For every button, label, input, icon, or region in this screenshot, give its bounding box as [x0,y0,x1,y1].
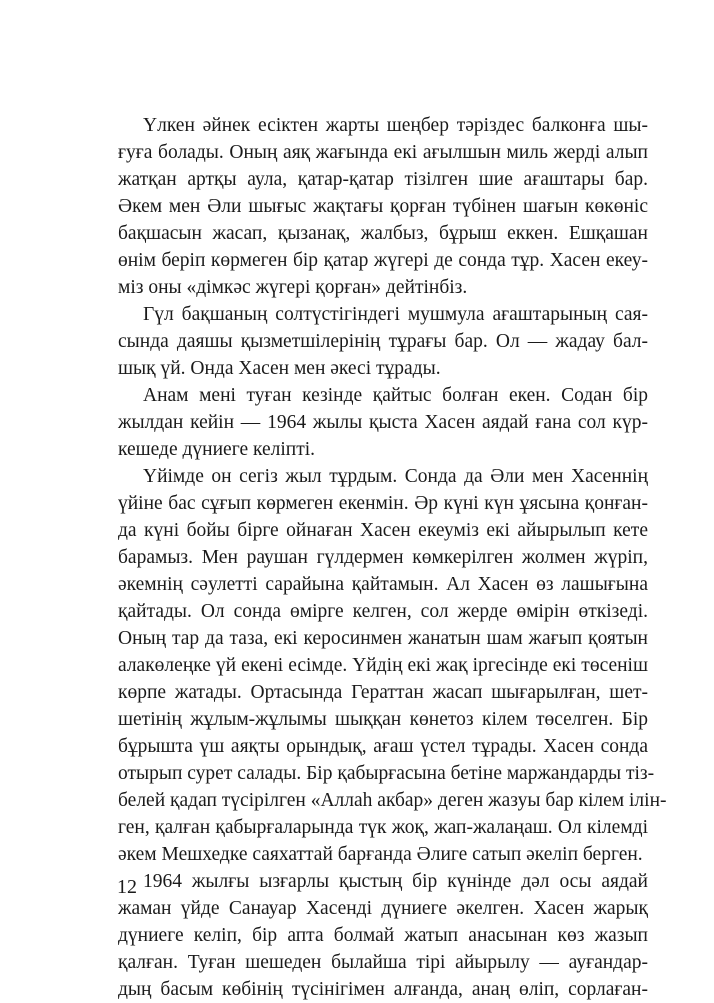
text-line: Анам мені туған кезінде қайтыс болған екен. Содан бір [143,385,648,406]
text-line: жылдан кейін — 1964 жылы қыста Хасен аядай ғана сол күр- [118,412,648,433]
text-line: ғуға болады. Оның аяқ жағында екі ағылшын миль жерді алып [118,142,648,163]
text-line: сында даяшы қызметшілерінің тұрағы бар. Ол — жадау бал- [118,331,648,352]
paragraph [118,868,648,1003]
paragraph [118,112,648,301]
paragraph [118,301,648,382]
text-line: жатқан артқы аула, қатар-қатар тізілген шие ағаштары бар. [118,169,648,190]
text-line: барамыз. Мен раушан гүлдермен көмкерілген жолмен жүріп, [118,547,648,568]
text-line: Гүл бақшаның солтүстігіндегі мушмула ағаштарының сая- [143,304,648,325]
text-line: әкем Мешхедке саяхаттай барғанда Әлиге сатып әкеліп берген. [118,844,643,865]
text-line: шетінің жұлым-жұлымы шыққан көнетоз кілем төселген. Бір [118,709,648,730]
text-line: үйіне бас сұғып көрмеген екенмін. Әр күні күн ұясына қонған- [118,493,648,514]
page-number: 12 [117,876,137,898]
text-line: Үйімде он сегіз жыл тұрдым. Сонда да Әли мен Хасеннің [143,466,648,487]
text-line: белей қадап түсірілген «Аллаһ акбар» деген жазуы бар кілем ілін- [118,790,667,811]
paragraph [118,463,667,868]
text-line: міз оны «дімкәс жүгері қорған» дейтінбіз. [118,277,468,298]
paragraph [118,382,648,463]
book-page-text [118,112,667,1003]
text-line: дың басым көбінің түсінігімен алғанда, анаң өліп, сорлаған- [118,979,648,1000]
text-line: дүниеге келіп, бір апта болмай жатып анасынан көз жазып [118,925,648,946]
text-line: қалған. Туған шешеден былайша тірі айырылу — ауғандар- [118,952,648,973]
text-line: шық үй. Онда Хасен мен әкесі тұрады. [118,358,441,379]
text-line: Үлкен әйнек есіктен жарты шеңбер тәріздес балконға шы- [143,115,648,136]
text-line: Оның тар да таза, екі керосинмен жанатын шам жағып қоятын [118,628,648,649]
text-line: өнім беріп көрмеген бір қатар жүгері де сонда тұр. Хасен екеу- [118,250,648,271]
text-line: қайтады. Ол сонда өмірге келген, сол жерде өмірін өткізеді. [118,601,648,622]
text-line: отырып сурет салады. Бір қабырғасына бетіне маржандарды тіз- [118,763,655,784]
text-line: ген, қалған қабырғаларында түк жоқ, жап-жалаңаш. Ол кілемді [118,817,648,838]
text-line: көрпе жатады. Ортасында Гераттан жасап шығарылған, шет- [118,682,648,703]
text-line: 1964 жылғы ызғарлы қыстың бір күнінде дәл осы аядай [143,871,648,892]
text-line: да күні бойы бірге ойнаған Хасен екеуміз екі айырылып кете [118,520,648,541]
text-line: бұрышта үш аяқты орындық, ағаш үстел тұрады. Хасен сонда [118,736,648,757]
text-line: Әкем мен Әли шығыс жақтағы қорған түбінен шағын көкөніс [118,196,648,217]
text-line: кешеде дүниеге келіпті. [118,439,316,460]
text-line: бақшасын жасап, қызанақ, жалбыз, бұрыш еккен. Ешқашан [118,223,648,244]
text-line: жаман үйде Санауар Хасенді дүниеге әкелген. Хасен жарық [118,898,648,919]
text-line: әкемнің сәулетті сарайына қайтамын. Ал Хасен өз лашығына [118,574,648,595]
text-line: алакөлеңке үй екені есімде. Үйдің екі жақ іргесінде екі төсеніш [118,655,648,676]
